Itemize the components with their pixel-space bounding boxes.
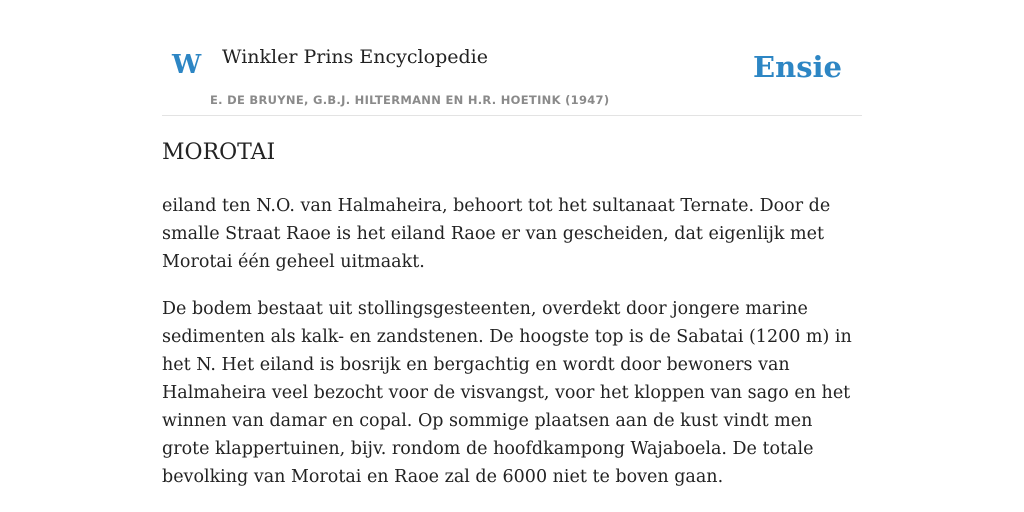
entry-title: MOROTAI xyxy=(162,140,276,165)
entry-paragraph: De bodem bestaat uit stollingsgesteenten, overdekt door jongere marine sedimenten als kalk- en zandstenen. De hoogste top is de Sabatai (1200 m) in het N. Het eiland is bosrijk en bergachtig en wordt door bewoners van Halmaheira veel bezocht voor de visvangst, voor het kloppen van sago en het winnen van damar en copal. Op sommige plaatsen aan de kust vindt men grote klappertuinen, bijv. rondom de hoofdkampong Wajaboela. De totale bevolking van Morotai en Raoe zal de 6000 niet te boven gaan. xyxy=(162,299,852,487)
entry-paragraph: eiland ten N.O. van Halmaheira, behoort tot het sultanaat Ternate. Door de smalle Straat Raoe is het eiland Raoe er van gescheiden, dat eigenlijk met Morotai één geheel uitmaakt. xyxy=(162,196,831,272)
ensie-brand-logo[interactable]: Ensie xyxy=(753,50,842,84)
source-title[interactable]: Winkler Prins Encyclopedie xyxy=(222,46,488,68)
source-header xyxy=(162,38,862,116)
source-authors: E. DE BRUYNE, G.B.J. HILTERMANN EN H.R. HOETINK (1947) xyxy=(210,93,610,107)
winkler-prins-logo[interactable]: W xyxy=(172,50,202,80)
entry-body xyxy=(162,192,864,510)
